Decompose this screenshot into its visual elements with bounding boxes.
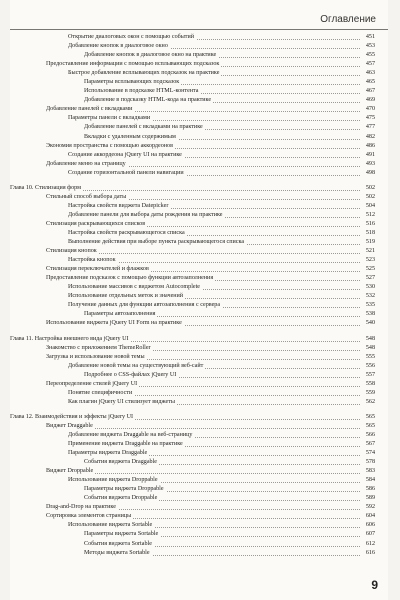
toc-entry <box>10 549 388 558</box>
entry-page: 584 <box>365 477 375 484</box>
entry-title: Использование в подсказке HTML-контента <box>84 88 199 95</box>
toc-entry <box>10 380 388 389</box>
entry-page: 469 <box>365 97 375 104</box>
entry-page: 532 <box>365 293 375 300</box>
entry-page: 555 <box>365 353 375 360</box>
toc-entry <box>10 220 388 229</box>
toc-entry <box>10 476 388 485</box>
entry-title: Глава 10. Стилизация форм <box>10 184 81 191</box>
entry-title: Стилизация раскрывающихся списков <box>46 220 146 227</box>
entry-title: Глава 11. Настройка внешнего вида jQuery UI <box>10 335 129 342</box>
entry-page: 504 <box>365 202 375 209</box>
toc-entry <box>10 78 388 87</box>
entry-page: 525 <box>365 266 375 273</box>
header-title: Оглавление <box>320 14 376 25</box>
entry-page: 586 <box>365 486 375 493</box>
entry-title: Предоставление информации с помощью всплывающих подсказок <box>46 61 220 68</box>
entry-title: Экономия пространства с помощью аккордеонов <box>46 142 173 149</box>
entry-page: 521 <box>365 248 375 255</box>
entry-page: 567 <box>365 441 375 448</box>
entry-title: Как плагин jQuery UI стилизует виджеты <box>68 398 176 405</box>
entry-page: 616 <box>365 549 375 556</box>
entry-title: Добавление новой темы на существующий веб-сайт <box>68 362 204 369</box>
toc-entry <box>10 247 388 256</box>
toc-entry <box>10 467 388 476</box>
entry-page: 607 <box>365 531 375 538</box>
entry-title: Виджет Draggable <box>46 422 93 429</box>
entry-page: 556 <box>365 362 375 369</box>
entry-page: 565 <box>365 422 375 429</box>
entry-title: Параметры всплывающих подсказок <box>84 79 180 86</box>
toc-entry <box>10 133 388 142</box>
entry-page: 498 <box>365 169 375 176</box>
entry-title: События виджета Sortable <box>84 540 152 547</box>
entry-title: Добавление кнопок в диалоговое окно на практике <box>84 52 217 59</box>
entry-title: Использование виджета Sortable <box>68 522 153 529</box>
toc-entry <box>10 211 388 220</box>
toc-entry <box>10 512 388 521</box>
entry-page: 482 <box>365 133 375 140</box>
entry-title: Drag-and-Drop на практике <box>46 504 116 511</box>
entry-title: Создание горизонтальной панели навигации <box>68 169 184 176</box>
entry-page: 583 <box>365 468 375 475</box>
entry-title: Быстрое добавление всплывающих подсказок на практике <box>68 70 220 77</box>
entry-title: Добавление панели для выбора даты рождения на практике <box>68 211 223 218</box>
entry-page: 574 <box>365 450 375 457</box>
entry-page: 457 <box>365 61 375 68</box>
toc-entry <box>10 87 388 96</box>
entry-title: Предоставление подсказок с помощью функции автозаполнения <box>46 275 214 282</box>
entry-page: 548 <box>365 344 375 351</box>
toc-entry <box>10 142 388 151</box>
toc-entry <box>10 274 388 283</box>
entry-page: 512 <box>365 211 375 218</box>
toc-entry <box>10 431 388 440</box>
entry-title: Понятие специфичности <box>68 389 133 396</box>
entry-page: 530 <box>365 284 375 291</box>
toc-entry <box>10 389 388 398</box>
entry-page: 518 <box>365 229 375 236</box>
entry-page: 470 <box>365 106 375 113</box>
entry-title: Стилизация кнопок <box>46 248 97 255</box>
toc-entry <box>10 51 388 60</box>
entry-page: 566 <box>365 431 375 438</box>
entry-page: 557 <box>365 371 375 378</box>
entry-title: Методы виджета Sortable <box>84 549 150 556</box>
toc-entry <box>10 398 388 407</box>
chapter-entry <box>10 184 388 193</box>
entry-title: Глава 12. Взаимодействия и эффекты jQuery UI <box>10 413 134 420</box>
chapter-entry <box>10 413 388 422</box>
entry-page: 612 <box>365 540 375 547</box>
entry-title: Добавление виджета Draggable на веб-страницу <box>68 431 193 438</box>
entry-title: Загрузка и использование новой темы <box>46 353 145 360</box>
entry-title: Использование массивов с виджетом Autocomplete <box>68 284 201 291</box>
entry-page: 606 <box>365 522 375 529</box>
entry-page: 523 <box>365 257 375 264</box>
entry-page: 477 <box>365 124 375 131</box>
chapter-entry <box>10 335 388 344</box>
toc-entry <box>10 362 388 371</box>
entry-title: Параметры автозаполнения <box>84 311 156 318</box>
entry-title: Настройка свойств раскрывающегося списка <box>68 229 185 236</box>
toc-entry <box>10 33 388 42</box>
entry-title: Стильный способ выбора даты <box>46 193 127 200</box>
entry-page: 502 <box>365 184 375 191</box>
entry-title: Сортировка элементов страницы <box>46 513 132 520</box>
entry-page: 453 <box>365 43 375 50</box>
entry-page: 538 <box>365 311 375 318</box>
entry-page: 535 <box>365 302 375 309</box>
toc-entry <box>10 310 388 319</box>
entry-title: Знакомство с приложением ThemeRoller <box>46 344 151 351</box>
entry-title: Параметры виджета Sortable <box>84 531 159 538</box>
entry-title: События виджета Draggable <box>84 459 157 466</box>
toc-entry <box>10 503 388 512</box>
toc-entry <box>10 292 388 301</box>
toc-entry <box>10 422 388 431</box>
entry-title: Вкладки с удаленным содержимым <box>84 133 176 140</box>
toc-entry <box>10 371 388 380</box>
entry-title: Использование виджета jQuery UI Form на практике <box>46 320 182 327</box>
entry-page: 604 <box>365 513 375 520</box>
entry-title: Добавление панелей с вкладками на практике <box>84 124 203 131</box>
entry-page: 493 <box>365 160 375 167</box>
toc-entry <box>10 69 388 78</box>
toc-entry <box>10 42 388 51</box>
toc-entry <box>10 265 388 274</box>
toc-entry <box>10 160 388 169</box>
toc-entry <box>10 238 388 247</box>
toc-entry <box>10 540 388 549</box>
entry-page: 578 <box>365 459 375 466</box>
toc-entry <box>10 283 388 292</box>
toc-entry <box>10 319 388 328</box>
toc-entry <box>10 530 388 539</box>
toc-entry <box>10 440 388 449</box>
toc-entry <box>10 202 388 211</box>
entry-title: Использование виджета Droppable <box>68 477 158 484</box>
entry-title: Открытие диалоговых окон с помощью событий <box>68 34 194 40</box>
toc-entry <box>10 114 388 123</box>
toc-entry <box>10 256 388 265</box>
entry-page: 516 <box>365 220 375 227</box>
toc-entry <box>10 60 388 69</box>
toc-entry <box>10 344 388 353</box>
book-page <box>10 0 388 600</box>
entry-page: 519 <box>365 239 375 246</box>
toc-entry <box>10 449 388 458</box>
entry-page: 475 <box>365 115 375 122</box>
entry-title: Настройка кнопок <box>68 257 116 264</box>
entry-title: Стилизация переключателей и флажков <box>46 266 149 273</box>
toc-entry <box>10 96 388 105</box>
entry-title: Применение виджета Draggable на практике <box>68 441 183 448</box>
entry-page: 491 <box>365 151 375 158</box>
entry-title: Добавление в подсказку HTML-кода на практике <box>84 97 212 104</box>
entry-page: 562 <box>365 398 375 405</box>
toc-entry <box>10 353 388 362</box>
entry-title: Добавление кнопок в диалоговое окно <box>68 43 168 50</box>
entry-title: Добавление меню на страницу <box>46 160 126 167</box>
entry-title: Получение данных для функции автозаполнения с сервера <box>68 302 221 309</box>
running-header <box>10 12 388 30</box>
entry-page: 589 <box>365 495 375 502</box>
entry-title: Выполнение действия при выборе пункта раскрывающегося списка <box>68 239 245 246</box>
entry-page: 527 <box>365 275 375 282</box>
entry-title: Подробнее о CSS-файлах jQuery UI <box>84 371 177 378</box>
toc-entry <box>10 458 388 467</box>
toc-entry <box>10 301 388 310</box>
toc-entry <box>10 494 388 503</box>
toc-entry <box>10 229 388 238</box>
entry-page: 463 <box>365 70 375 77</box>
entry-page: 502 <box>365 193 375 200</box>
toc-entry <box>10 123 388 132</box>
entry-title: Настройка свойств виджета Datepicker <box>68 202 169 209</box>
entry-title: Виджет Droppable <box>46 468 94 475</box>
entry-page: 548 <box>365 335 375 342</box>
toc-entry <box>10 485 388 494</box>
entry-title: Использование отдельных меток и значений <box>68 293 184 300</box>
toc-entry <box>10 521 388 530</box>
toc-entry <box>10 151 388 160</box>
entry-title: Параметры виджета Draggable <box>68 450 148 457</box>
toc-entry <box>10 193 388 202</box>
entry-page: 559 <box>365 389 375 396</box>
entry-page: 465 <box>365 79 375 86</box>
page-number: 9 <box>371 578 378 592</box>
entry-title: Параметры виджета Droppable <box>84 486 164 493</box>
entry-page: 558 <box>365 380 375 387</box>
entry-title: События виджета Droppable <box>84 495 158 502</box>
toc-entry <box>10 169 388 178</box>
entry-page: 467 <box>365 88 375 95</box>
entry-page: 451 <box>365 34 375 40</box>
entry-title: Параметры панели с вкладками <box>68 115 151 122</box>
entry-page: 592 <box>365 504 375 511</box>
table-of-contents <box>10 33 388 558</box>
entry-page: 565 <box>365 413 375 420</box>
entry-title: Добавление панелей с вкладками <box>46 106 133 113</box>
entry-title: Создание аккордеона jQuery UI на практике <box>68 151 182 158</box>
entry-page: 540 <box>365 320 375 327</box>
entry-page: 455 <box>365 52 375 59</box>
toc-entry <box>10 105 388 114</box>
entry-title: Переопределение стилей jQuery UI <box>46 380 138 387</box>
entry-page: 486 <box>365 142 375 149</box>
